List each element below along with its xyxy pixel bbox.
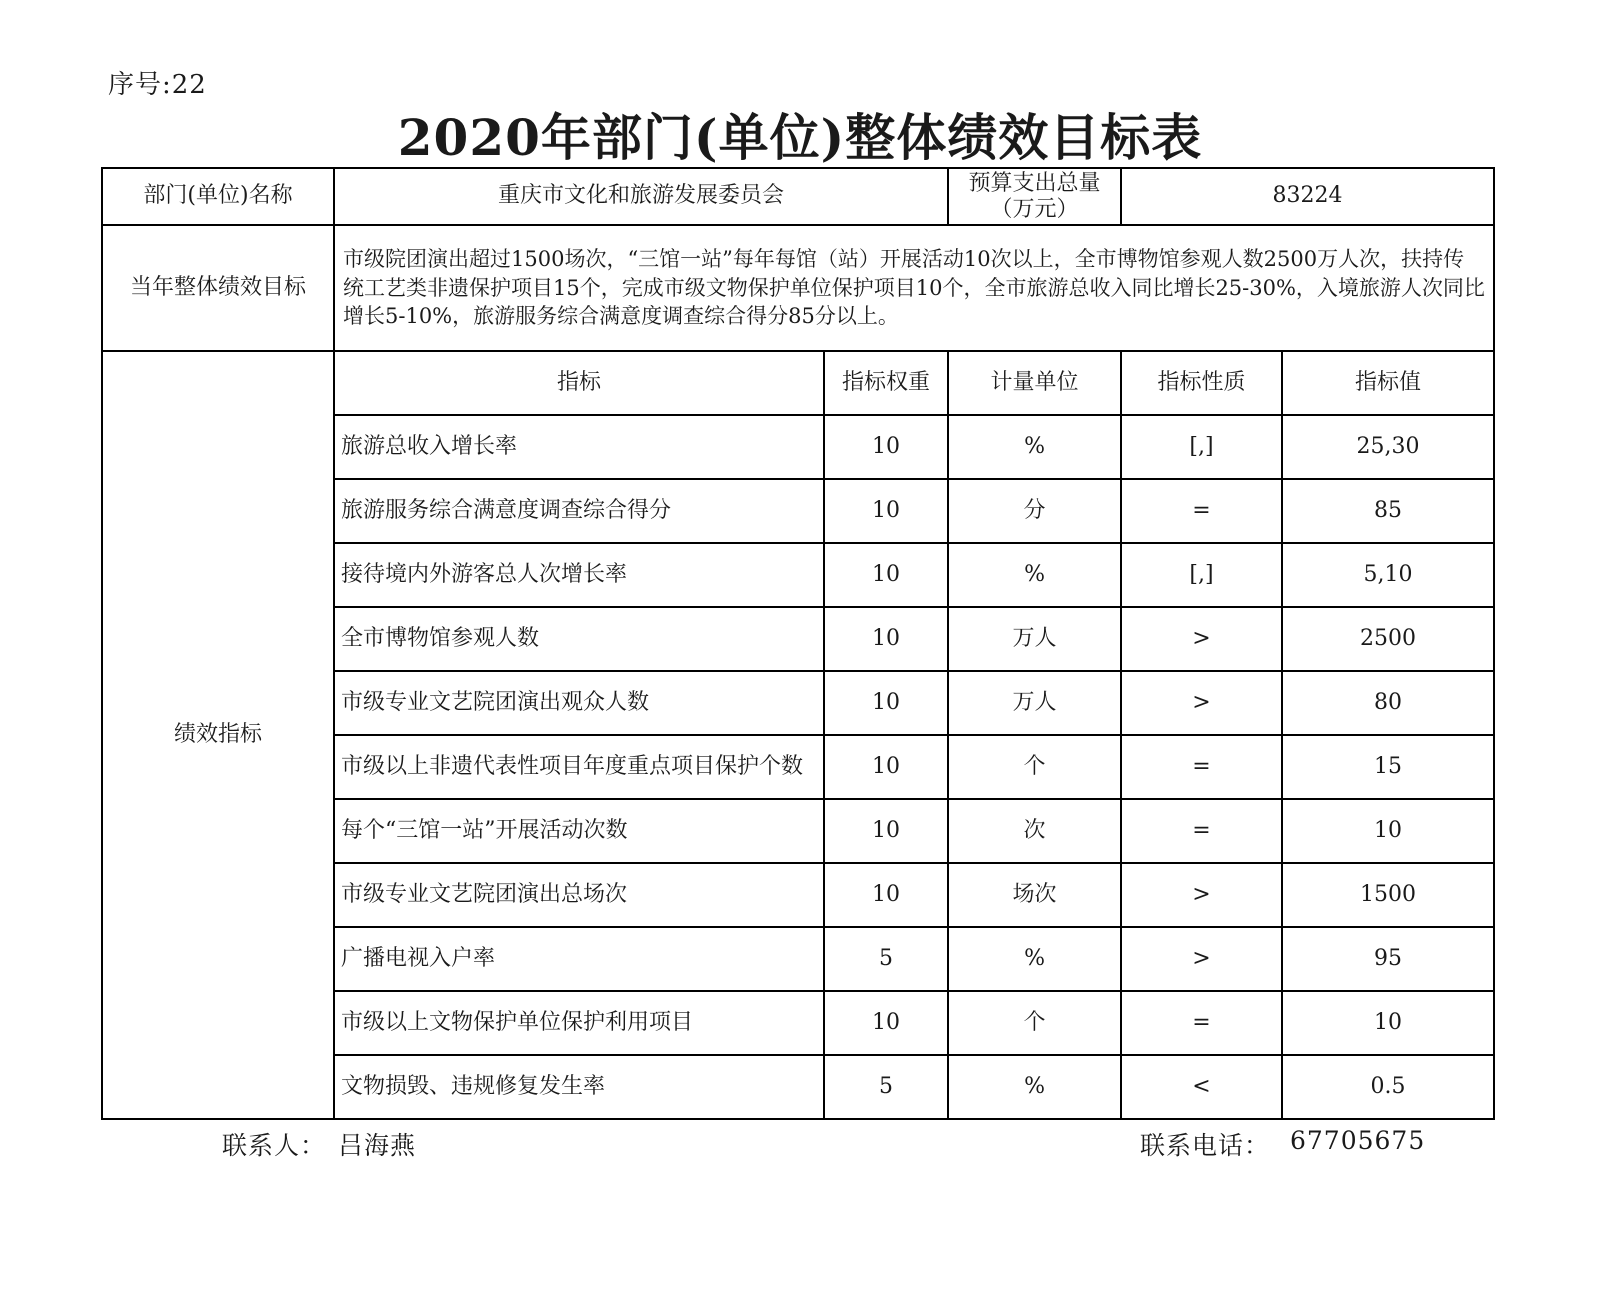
column-header-value: 指标值 (1282, 351, 1494, 415)
phone-value: 67705675 (1290, 1126, 1426, 1155)
cell-value: 5,10 (1282, 543, 1494, 607)
column-header-weight: 指标权重 (824, 351, 948, 415)
cell-value: 85 (1282, 479, 1494, 543)
cell-weight: 5 (824, 927, 948, 991)
budget-label: 预算支出总量（万元） (948, 168, 1121, 225)
budget-value: 83224 (1121, 168, 1494, 225)
cell-weight: 10 (824, 479, 948, 543)
cell-unit: 次 (948, 799, 1121, 863)
column-header-nature: 指标性质 (1121, 351, 1282, 415)
cell-indicator: 文物损毁、违规修复发生率 (334, 1055, 824, 1119)
dept-value: 重庆市文化和旅游发展委员会 (334, 168, 948, 225)
cell-indicator: 市级以上非遗代表性项目年度重点项目保护个数 (334, 735, 824, 799)
page-title: 2020年部门(单位)整体绩效目标表 (397, 108, 1203, 167)
cell-weight: 10 (824, 735, 948, 799)
column-header-unit: 计量单位 (948, 351, 1121, 415)
cell-value: 80 (1282, 671, 1494, 735)
cell-nature: < (1121, 1055, 1282, 1119)
cell-unit: 场次 (948, 863, 1121, 927)
cell-indicator: 市级以上文物保护单位保护利用项目 (334, 991, 824, 1055)
indicator-column-header-row (102, 351, 1494, 415)
cell-nature: = (1121, 479, 1282, 543)
cell-value: 0.5 (1282, 1055, 1494, 1119)
cell-weight: 10 (824, 607, 948, 671)
cell-indicator: 每个“三馆一站”开展活动次数 (334, 799, 824, 863)
cell-unit: 万人 (948, 671, 1121, 735)
goal-label: 当年整体绩效目标 (102, 225, 334, 351)
cell-weight: 10 (824, 543, 948, 607)
cell-value: 10 (1282, 799, 1494, 863)
cell-value: 1500 (1282, 863, 1494, 927)
cell-value: 15 (1282, 735, 1494, 799)
cell-nature: = (1121, 735, 1282, 799)
cell-indicator: 市级专业文艺院团演出观众人数 (334, 671, 824, 735)
cell-value: 25,30 (1282, 415, 1494, 479)
cell-nature: > (1121, 671, 1282, 735)
performance-table (101, 167, 1495, 1120)
cell-nature: [,] (1121, 543, 1282, 607)
cell-nature: > (1121, 927, 1282, 991)
cell-indicator: 市级专业文艺院团演出总场次 (334, 863, 824, 927)
cell-unit: % (948, 415, 1121, 479)
cell-weight: 10 (824, 799, 948, 863)
contact-label: 联系人： (222, 1131, 327, 1160)
cell-unit: 万人 (948, 607, 1121, 671)
cell-weight: 10 (824, 991, 948, 1055)
goal-row (102, 225, 1494, 351)
dept-label: 部门(单位)名称 (102, 168, 334, 225)
goal-text: 市级院团演出超过1500场次，“三馆一站”每年每馆（站）开展活动10次以上，全市博物馆参观人数2500万人次，扶持传统工艺类非遗保护项目15个，完成市级文物保护单位保护项目10个，全市旅游总收入同比增长25-30%，入境旅游人次同比增长5-10%，旅游服务综合满意度调查综合得分85分以上。 (334, 225, 1494, 351)
cell-indicator: 旅游服务综合满意度调查综合得分 (334, 479, 824, 543)
cell-unit: % (948, 543, 1121, 607)
serial-number: 序号:22 (108, 70, 207, 100)
cell-indicator: 接待境内外游客总人次增长率 (334, 543, 824, 607)
cell-unit: % (948, 927, 1121, 991)
cell-weight: 5 (824, 1055, 948, 1119)
cell-value: 2500 (1282, 607, 1494, 671)
cell-indicator: 旅游总收入增长率 (334, 415, 824, 479)
cell-unit: % (948, 1055, 1121, 1119)
column-header-indicator: 指标 (334, 351, 824, 415)
cell-value: 10 (1282, 991, 1494, 1055)
cell-unit: 分 (948, 479, 1121, 543)
phone-label: 联系电话： (1140, 1131, 1271, 1160)
cell-unit: 个 (948, 991, 1121, 1055)
contact-name: 吕海燕 (338, 1131, 417, 1160)
cell-unit: 个 (948, 735, 1121, 799)
cell-weight: 10 (824, 863, 948, 927)
cell-nature: [,] (1121, 415, 1282, 479)
cell-indicator: 全市博物馆参观人数 (334, 607, 824, 671)
cell-value: 95 (1282, 927, 1494, 991)
cell-weight: 10 (824, 415, 948, 479)
header-row (102, 168, 1494, 225)
cell-nature: = (1121, 799, 1282, 863)
cell-weight: 10 (824, 671, 948, 735)
cell-nature: > (1121, 863, 1282, 927)
indicator-section-label: 绩效指标 (102, 351, 334, 1119)
cell-indicator: 广播电视入户率 (334, 927, 824, 991)
cell-nature: = (1121, 991, 1282, 1055)
cell-nature: > (1121, 607, 1282, 671)
